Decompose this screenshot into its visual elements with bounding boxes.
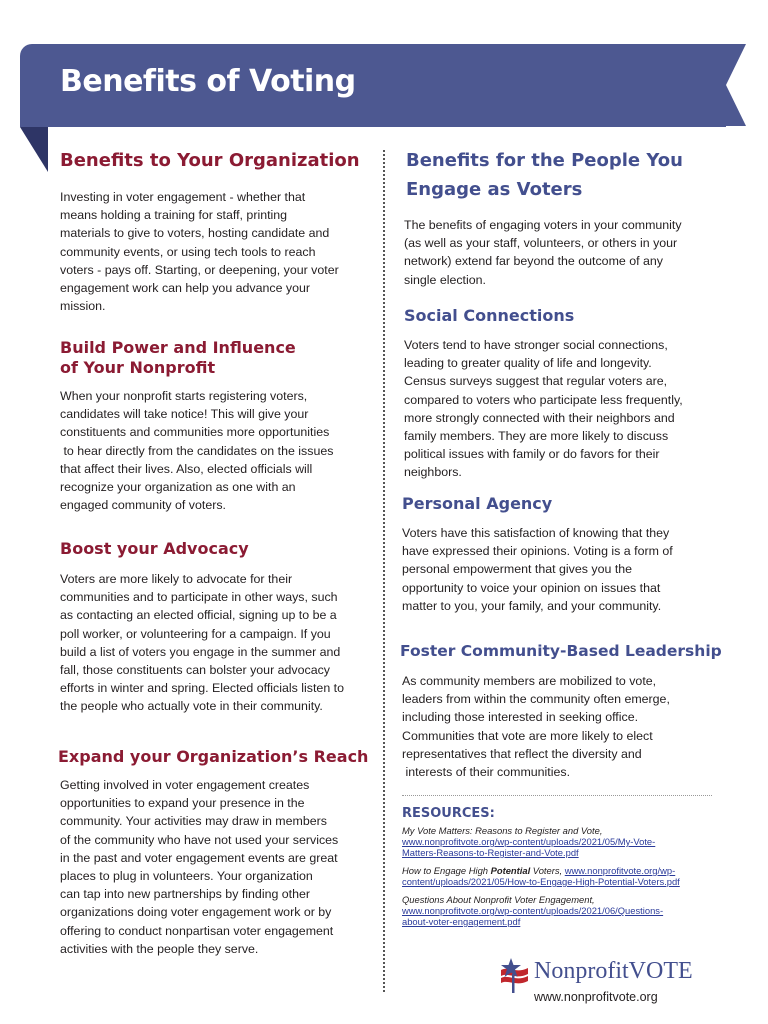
section-benefits-people [406,146,726,289]
section-heading [406,146,726,204]
text-line: places to plug in volunteers. Your organization [60,869,313,884]
text-line: representatives that reflect the diversity and [402,746,642,761]
text-line: mission. [60,299,106,314]
text-line: organizations doing voter engagement work or by [60,905,332,920]
link-line: content/uploads/2021/05/How-to-Engage-High-Potential-Voters.pdf [402,876,680,887]
text-line: means holding a training for staff, printing [60,208,288,223]
text-line: to hear directly from the candidates on the issues [60,443,334,458]
section-body [404,336,724,482]
logo-word-nonprofit: Nonprofit [534,958,629,984]
resource-item [402,865,712,887]
section-benefits-organization [60,150,370,315]
text-line: personal empowerment that gives you the [402,562,633,577]
text-line: can tap into new partnerships by finding other [60,887,311,902]
section-body [60,188,370,315]
text-line: neighbors. [404,465,462,480]
logo-wordmark [534,958,693,985]
link-line: about-voter-engagement.pdf [402,916,521,927]
section-heading: Foster Community-Based Leadership [400,642,722,660]
section-heading: Social Connections [404,306,575,325]
text-line: have expressed their opinions. Voting is a form of [402,544,673,559]
text-line: interests of their communities. [402,765,571,780]
link-line: www.nonprofitvote.org/wp-content/uploads/2021/05/My-Vote- [402,836,656,847]
text-line: family members. They are more likely to discuss [404,429,669,444]
text-line: communities and to participate in other ways, such [60,590,338,605]
resource-title-bold: Potential [490,865,531,876]
text-line: When your nonprofit starts registering voters, [60,389,308,403]
column-divider [383,150,385,992]
section-body [60,776,378,958]
section-body [404,216,726,289]
link-line: www.nonprofitvote.org/wp-content/uploads/2021/06/Questions- [402,905,664,916]
section-body [402,672,740,781]
text-line: build a list of voters you engage in the summer and [60,644,341,659]
section-boost-advocacy [60,539,370,716]
text-line: activities with the people they serve. [60,941,259,956]
section-expand-reach [58,747,378,958]
section-body [60,387,370,514]
text-line: engagement work can help you advance your [60,281,311,296]
text-line: leading to greater quality of life and longevity. [404,356,652,371]
text-line: Voters are more likely to advocate for their [60,572,293,586]
text-line: as contacting an elected official, signing up to be a [60,608,337,623]
text-line: single election. [404,272,486,287]
resource-link[interactable] [402,836,655,858]
text-line: Communities that vote are more likely to elect [402,728,653,743]
text-line: in the past and voter engagement events are great [60,850,338,865]
resource-title: My Vote Matters: Reasons to Register and Vote, [402,825,603,836]
banner-tail [726,44,746,126]
resource-link[interactable] [402,905,663,927]
text-line: community events, or using tech tools to reach [60,244,316,259]
star-flag-logo-icon [498,956,532,994]
text-line: the people who actually vote in their community. [60,699,323,714]
link-line: Matters-Reasons-to-Register-and-Vote.pdf [402,847,579,858]
text-line: opportunity to voice your opinion on issues that [402,580,661,595]
resources-section [402,795,712,934]
text-line: compared to voters who participate less frequently, [404,392,683,407]
resource-item [402,894,712,927]
section-foster-leadership [400,642,740,781]
resource-title: Voters, [530,865,565,876]
heading-line: Build Power and Influence [60,338,296,357]
text-line: fall, those constituents can bolster your advocacy [60,663,330,678]
heading-line: Benefits for the People You [406,150,683,171]
text-line: candidates will take notice! This will give your [60,407,309,422]
resource-item [402,825,712,858]
section-body [402,524,722,615]
text-line: opportunities to expand your presence in the [60,796,305,811]
text-line: leaders from within the community often emerge, [402,692,670,707]
text-line: The benefits of engaging voters in your community [404,218,682,232]
text-line: that affect their lives. Also, elected officials will [60,461,313,476]
title-banner [20,44,726,127]
text-line: Voters have this satisfaction of knowing that they [402,526,670,540]
section-heading: Personal Agency [402,494,553,513]
text-line: voters - pays off. Starting, or deepening, your voter [60,262,339,277]
text-line: Getting involved in voter engagement creates [60,778,310,792]
heading-line: of Your Nonprofit [60,358,216,377]
section-personal-agency [402,494,722,615]
resources-title: RESOURCES: [402,806,495,821]
text-line: Investing in voter engagement - whether that [60,190,306,204]
link-line: www.nonprofitvote.org/wp- [564,865,676,876]
logo-word-vote: VOTE [628,958,693,984]
section-heading: Expand your Organization’s Reach [58,747,369,766]
text-line: political issues with family or do favors for their [404,447,660,462]
page-title: Benefits of Voting [60,64,356,99]
resource-title: Questions About Nonprofit Voter Engagement, [402,894,595,905]
heading-line: Engage as Voters [406,179,583,200]
section-heading: Benefits to Your Organization [60,150,360,171]
text-line: Census surveys suggest that regular voters are, [404,374,668,389]
text-line: As community members are mobilized to vote, [402,674,657,688]
section-heading: Boost your Advocacy [60,539,249,558]
resource-title: How to Engage High [402,865,491,876]
text-line: materials to give to voters, hosting candidate and [60,226,330,241]
text-line: offering to conduct nonpartisan voter engagement [60,923,334,938]
text-line: community. Your activities may draw in members [60,814,327,829]
section-build-power [60,338,370,514]
text-line: efforts in winter and spring. Elected officials listen to [60,681,344,696]
text-line: constituents and communities more opportunities [60,425,330,440]
text-line: poll worker, or volunteering for a campaign. If you [60,626,331,641]
section-social-connections [404,306,724,482]
text-line: Voters tend to have stronger social connections, [404,338,668,352]
text-line: of the community who have not used your services [60,832,339,847]
text-line: recognize your organization as one with an [60,480,296,495]
text-line: more strongly connected with their neighbors and [404,410,675,425]
text-line: (as well as your staff, volunteers, or others in your [404,236,678,251]
text-line: including those interested in seeking office. [402,710,639,725]
section-heading [60,338,370,378]
banner-fold [20,127,48,172]
text-line: matter to you, your family, and your community. [402,598,662,613]
section-body [60,570,370,716]
website-url[interactable]: www.nonprofitvote.org [534,990,658,1004]
text-line: network) extend far beyond the outcome of any [404,254,663,269]
text-line: engaged community of voters. [60,498,226,513]
